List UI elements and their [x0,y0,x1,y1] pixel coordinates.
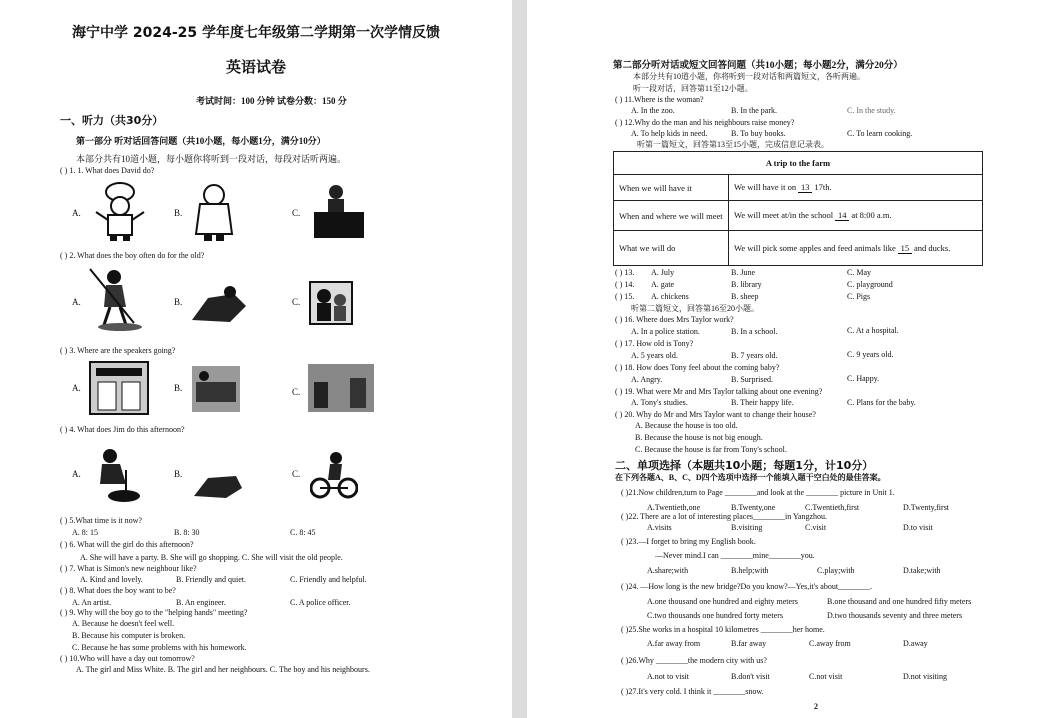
option-c: C. 8: 45 [290,528,316,537]
option-c: C. To learn cooking. [847,129,913,138]
exam-title: 海宁中学 2024-25 学年度七年级第二学期第一次学情反馈 [71,25,440,41]
option-b: B. 7 years old. [731,351,778,360]
option-label: A. [72,383,81,393]
part1-intro: 本部分共有10道小题，每小题你将听到一段对话，每段对话听两遍。 [76,154,347,164]
question-23-line2: —Never mind.I can ________mine________you. [655,551,815,560]
option-c: C.visit [805,523,827,532]
option-c: C.away from [809,639,851,648]
question-5: ( ) 5.What time is it now? [60,516,142,525]
option-a: A.far away from [647,639,701,648]
option-a: A.visits [647,523,672,532]
info-table [613,151,983,266]
option-b: B.help;with [731,566,769,575]
option-a: A. 5 years old. [631,351,678,360]
cell-text: at 8:00 a.m. [851,210,892,220]
cell-text: and ducks. [913,242,951,253]
option-label: C. [292,297,301,307]
option-a: A. To help kids in need. [631,129,708,138]
option-a: A. In a police station. [631,327,700,336]
option-a: A. July [651,268,675,277]
question-14: ( ) 14. [615,280,635,289]
planting-boy-picture [92,446,144,504]
part1-heading: 第一部分 听对话回答问题（共10小题，每小题1分，满分10分） [76,136,326,146]
option-label: C. [292,469,301,479]
option-c: C. In the study. [847,106,896,115]
option-c: C. A police officer. [290,598,351,607]
option-a: A. Angry. [631,375,663,384]
option-c: C.two thousands one hundred forty meters [647,611,783,620]
option-line: B. Because the house is not big enough. [635,433,763,442]
option-label: B. [174,297,183,307]
option-c: C. Plans for the baby. [847,398,916,407]
option-b: B.visiting [731,523,763,532]
part2-heading: 第二部分听对话或短文回答问题（共10小题；每小题2分，满分20分） [613,61,903,71]
option-c: C.Twentieth,first [805,503,860,512]
option-b: B. An engineer. [176,598,226,607]
option-b: B. Their happy life. [731,398,794,407]
option-a: A.share;with [647,566,689,575]
option-label: B. [174,469,183,479]
chef-picture [90,180,150,242]
left-page [0,0,512,718]
option-b: B. sheep [731,292,759,301]
option-b: B. library [731,280,762,289]
table-title: A trip to the farm [614,152,983,175]
question-24: ( )24. —How long is the new bridge?Do you know?—Yes,it's about________. [621,582,873,591]
table-cell [729,175,983,201]
option-b: B.far away [731,639,767,648]
option-d: D.take;with [903,566,941,575]
option-a: A. An artist. [72,598,112,607]
table-row [614,201,983,231]
question-13: ( ) 13. [615,268,635,277]
cell-text: We will pick some apples and feed animals like [734,242,896,253]
option-d: D.to visit [903,523,933,532]
option-c: C. Friendly and helpful. [290,575,367,584]
option-a: A. Tony's studies. [631,398,688,407]
option-label: A. [72,469,81,479]
option-a: A. gate [651,280,675,289]
section-heading-choice: 二、单项选择（本题共10小题；每题1分，计10分） [615,459,874,472]
option-d: D.Twenty,first [903,503,950,512]
part2-intro: 本部分共有10道小题，你将听到一段对话和两篇短文，各听两遍。 [633,72,865,81]
sweeping-boy-picture [86,265,150,333]
option-c: C.play;with [817,566,855,575]
option-c: C. Pigs [847,292,871,301]
old-man-picture [308,280,354,326]
question-20: ( ) 20. Why do Mr and Mrs Taylor want to change their house? [615,410,816,419]
question-11: ( ) 11.Where is the woman? [615,95,704,104]
option-c: C. Happy. [847,374,880,383]
option-b: B. Surprised. [731,375,773,384]
option-label: A. [72,297,81,307]
option-b: B.don't visit [731,672,770,681]
option-line: A. Because he doesn't feel well. [72,619,175,628]
option-line: A. Because the house is too old. [635,421,738,430]
option-b: B. To buy books. [731,129,786,138]
shop-picture [88,360,150,416]
playground-picture [190,364,242,414]
page-gap [512,0,527,718]
option-a: A.Twentieth,one [647,503,701,512]
question-15: ( ) 15. [615,292,635,301]
question-12: ( ) 12.Why do the man and his neighbours raise money? [615,118,795,127]
question-18: ( ) 18. How does Tony feel about the coming baby? [615,363,780,372]
option-b: B. 8: 30 [174,528,200,537]
option-c: C. 9 years old. [847,350,894,359]
cell-text: We will meet at/in the school [734,210,834,220]
question-26: ( )26.Why ________the modern city with us? [621,656,767,665]
exam-subtitle: 英语试卷 [225,58,286,76]
option-b: B.Twenty,one [731,503,776,512]
blank-13: 13 [798,182,812,193]
option-a: A. In the zoo. [631,106,675,115]
option-a: A.not to visit [647,672,690,681]
question-16: ( ) 16. Where does Mrs Taylor work? [615,315,734,324]
exam-info: 考试时间：100 分钟 试卷分数：150 分 [196,96,347,106]
option-d: D.not visiting [903,672,948,681]
question-2: ( ) 2. What does the boy often do for the old? [60,251,205,260]
blank-14: 14 [835,210,849,221]
question-19: ( ) 19. What were Mr and Mrs Taylor talking about one evening? [615,387,823,396]
option-line: B. Because his computer is broken. [72,631,186,640]
options-line: A. She will have a party. B. She will go shopping. C. She will visit the old people. [80,553,343,562]
passage1-intro: 听第一篇短文，回答第13至15小题，完成信息记录表。 [637,140,829,149]
option-c: C. At a hospital. [847,326,899,335]
option-a: A. chickens [651,292,689,301]
option-a: A. Kind and lovely. [80,575,143,584]
option-b: B. Friendly and quiet. [176,575,246,584]
option-a: A.one thousand one hundred and eighty meters [647,597,798,606]
park-picture [306,362,376,414]
table-row [614,231,983,266]
option-c: C. playground [847,280,893,289]
table-cell: When we will have it [614,175,729,201]
cell-text: We will have it on [734,182,797,192]
table-cell [729,201,983,231]
option-line: C. Because he has some problems with his homework. [72,643,247,652]
question-8: ( ) 8. What does the boy want to be? [60,586,176,595]
question-22: ( )22. There are a lot of interesting places________in Yangzhou. [621,512,828,521]
option-b: B. In a school. [731,327,778,336]
option-a: A. 8: 15 [72,528,98,537]
question-25: ( )25.She works in a hospital 10 kilometres ________her home. [621,625,825,634]
option-label: A. [72,208,81,218]
question-4: ( ) 4. What does Jim do this afternoon? [60,425,185,434]
page-number: 2 [814,702,818,711]
question-10: ( ) 10.Who will have a day out tomorrow? [60,654,195,663]
option-d: D.two thousands seventy and three meters [827,611,963,620]
reading-boy-picture [190,284,248,324]
teacher-at-desk-picture [306,182,368,240]
option-label: C. [292,208,301,218]
option-b: B.one thousand and one hundred fifty meters [827,597,972,606]
question-6: ( ) 6. What will the girl do this afternoon? [60,540,194,549]
option-d: D.away [903,639,928,648]
section2-intro: 在下列各题A、B、C、D四个选项中选择一个能填入题干空白处的最佳答案。 [615,473,886,482]
table-row [614,175,983,201]
lying-boy-picture [192,470,244,500]
doctor-picture [190,182,238,242]
option-line: C. Because the house is far from Tony's school. [635,445,787,454]
option-label: B. [174,208,183,218]
cell-text: 17th. [814,182,832,192]
question-3: ( ) 3. Where are the speakers going? [60,346,176,355]
passage2-intro: 听第二篇短文，回答第16至20小题。 [631,304,759,313]
section-heading-listening: 一、听力（共30分） [60,114,164,127]
options-line: A. The girl and Miss White. B. The girl and her neighbours. C. The boy and his neighbours. [76,665,370,674]
option-c: C.not visit [809,672,843,681]
question-23: ( )23.—I forget to bring my English book. [621,537,756,546]
option-label: C. [292,387,301,397]
option-b: B. June [731,268,755,277]
right-page [527,0,1041,718]
option-c: C. May [847,268,871,277]
question-7: ( ) 7. What is Simon's new neighbour like? [60,564,197,573]
table-cell [729,231,983,266]
question-21: ( )21.Now children,turn to Page ________and look at the ________ picture in Unit 1. [621,488,895,497]
option-b: B. In the park. [731,106,777,115]
option-label: B. [174,383,183,393]
question-9: ( ) 9. Why will the boy go to the "helping hands" meeting? [60,608,248,617]
question-27: ( )27.It's very cold. I think it ________snow. [621,687,764,696]
table-cell: What we will do [614,231,729,266]
question-1: ( ) 1. 1. What does David do? [60,166,155,175]
dialog-intro: 听一段对话，回答第11至12小题。 [633,84,753,93]
cycling-boy-picture [310,450,358,500]
table-cell: When and where we will meet [614,201,729,231]
question-17: ( ) 17. How old is Tony? [615,339,694,348]
blank-15: 15 [898,243,912,254]
